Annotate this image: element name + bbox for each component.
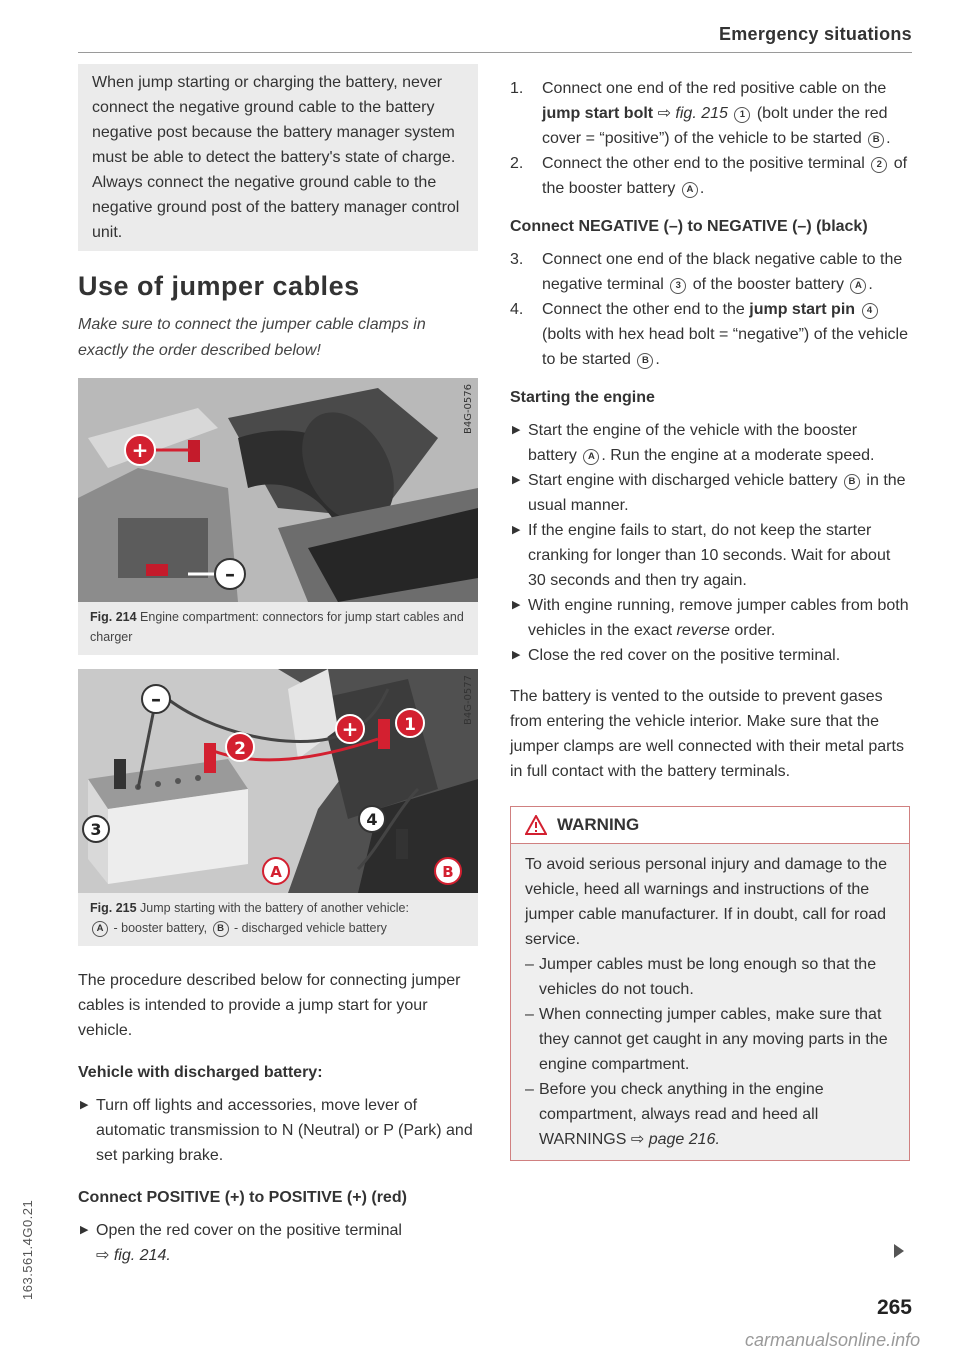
caption-a-icon: A [92,921,108,937]
figure-214-caption-text: Engine compartment: connectors for jump start cables and charger [90,610,464,644]
svg-text:3: 3 [90,820,102,839]
svg-text:+: + [341,717,359,741]
section-title: Use of jumper cables [78,271,360,301]
warning-box [510,806,910,1161]
starting-bullet-2: ▶ Start engine with discharged vehicle battery B in the usual manner. [510,468,910,518]
section-intro: Make sure to connect the jumper cable clamps in exactly the order described below! [78,316,426,359]
svg-text:A: A [270,863,282,881]
callout-a-ref-icon: A [850,278,866,294]
warning-body [511,844,909,1160]
callout-2-ref-icon: 2 [871,157,887,173]
svg-text:–: – [225,562,235,586]
engine-compartment-illustration [78,378,478,602]
fig-214-link[interactable]: ⇨ fig. 214. [96,1247,171,1264]
svg-text:+: + [131,438,149,462]
bullet-triangle-icon: ▶ [512,599,521,611]
right-column [510,76,910,1161]
svg-text:–: – [151,687,161,711]
positive-heading: Connect POSITIVE (+) to POSITIVE (+) (red) [78,1189,407,1206]
vent-paragraph: The battery is vented to the outside to prevent gases from entering the vehicle interior. Make sure that the jumper clamps are well connected with their metal parts in full contact with the battery terminals. [510,688,904,780]
figure-215-caption-text: Jump starting with the battery of another vehicle: [140,901,409,915]
figure-215-caption [78,893,478,946]
svg-text:B: B [442,863,454,881]
starting-bullet-3: ▶ If the engine fails to start, do not keep the starter cranking for longer than 10 seconds. Wait for about 30 seconds and then try again. [510,518,910,593]
starting-bullet-4: ▶ With engine running, remove jumper cables from both vehicles in the exact reverse order. [510,593,910,643]
figure-215-caption-a-text: - booster battery, [113,921,208,935]
bullet-triangle-icon: ▶ [512,649,521,661]
left-column [78,64,478,1268]
starting-bullet-1: ▶ Start the engine of the vehicle with the booster battery A . Run the engine at a moderate speed. [510,418,910,468]
callout-4-ref-icon: 4 [862,303,878,319]
fig-215-link[interactable]: ⇨ fig. 215 [657,105,728,122]
watermark: carmanualsonline.info [745,1330,921,1350]
svg-text:1: 1 [404,715,416,735]
warning-title: WARNING [557,815,640,834]
step-2: 2. Connect the other end to the positive terminal 2 of the booster battery A . [510,155,908,197]
jump-start-bolt-term: jump start bolt [542,105,654,122]
starting-bullet-5: ▶ Close the red cover on the positive terminal. [510,643,910,668]
starting-engine-heading: Starting the engine [510,389,655,406]
battery-note-box: When jump starting or charging the battery, never connect the negative ground cable to the battery negative post because the battery manager system must be able to detect the battery's state of charge. Always connect the negative ground cable to the negative ground post of the battery manager control unit. [78,64,478,251]
bullet-triangle-icon: ▶ [512,424,521,436]
procedure-paragraph: The procedure described below for connecting jumper cables is intended to provide a jump start for your vehicle. [78,972,461,1039]
page-216-link[interactable]: ⇨ page 216. [630,1131,720,1148]
continue-arrow-icon [894,1244,904,1258]
vehicle-discharged-heading: Vehicle with discharged battery: [78,1064,323,1081]
figure-215-code: B4G-0577 [463,675,474,726]
section-header-title: Emergency situations [718,24,912,44]
figure-214-engine-compartment [78,378,478,602]
bullet-triangle-icon: ▶ [80,1224,89,1236]
warning-item-2: – When connecting jumper cables, make sure that they cannot get caught in any moving parts in the engine compartment. [525,1006,888,1073]
step-4: 4. Connect the other end to the jump start pin 4 (bolts with hex head bolt = “negative”) of the vehicle to be started B . [510,301,908,368]
warning-header [511,807,909,844]
vehicle-bullet: ▶ Turn off lights and accessories, move lever of automatic transmission to N (Neutral) or P (Park) and set parking brake. [78,1093,478,1168]
negative-heading: Connect NEGATIVE (–) to NEGATIVE (–) (black) [510,218,868,235]
bullet-triangle-icon: ▶ [512,524,521,536]
callout-a-ref-icon: A [583,449,599,465]
callout-3-ref-icon: 3 [670,278,686,294]
jump-start-pin-term: jump start pin [749,301,856,318]
figure-215-jump-start [78,669,478,893]
figure-214-code: B4G-0576 [463,384,474,435]
callout-b-ref-icon: B [844,474,860,490]
svg-text:2: 2 [234,739,246,759]
callout-a-ref-icon: A [682,182,698,198]
bullet-triangle-icon: ▶ [80,1099,89,1111]
caption-b-icon: B [213,921,229,937]
warning-intro: To avoid serious personal injury and damage to the vehicle, heed all warnings and instructions of the jumper cable manufacturer. If in doubt, call for road service. [525,856,887,948]
figure-214-label: Fig. 214 [90,610,137,624]
header-divider [78,52,912,53]
figure-215-label: Fig. 215 [90,901,137,915]
document-code: 163.561.4G0.21 [20,1199,35,1300]
page-number: 265 [876,1296,912,1319]
warning-triangle-icon [525,815,547,835]
warning-item-3: – Before you check anything in the engine compartment, always read and heed all WARNINGS ⇨ page 216. [525,1081,824,1148]
figure-214-caption [78,602,478,655]
callout-1-ref-icon: 1 [734,107,750,123]
bullet-triangle-icon: ▶ [512,474,521,486]
callout-b-ref-icon: B [637,353,653,369]
callout-b-ref-icon: B [868,132,884,148]
figure-215-caption-b-text: - discharged vehicle battery [234,921,387,935]
step-1: 1. Connect one end of the red positive cable on the jump start bolt ⇨ fig. 215 1 (bolt under the red cover = “positive”) of the vehicle to be started B . [510,80,891,147]
jump-start-illustration [78,669,478,893]
svg-text:4: 4 [366,810,378,829]
step-3: 3. Connect one end of the black negative cable to the negative terminal 3 of the booster battery A . [510,251,903,293]
positive-bullet: ▶ Open the red cover on the positive terminal ⇨ fig. 214. [78,1218,478,1268]
warning-item-1: – Jumper cables must be long enough so that the vehicles do not touch. [525,956,877,998]
